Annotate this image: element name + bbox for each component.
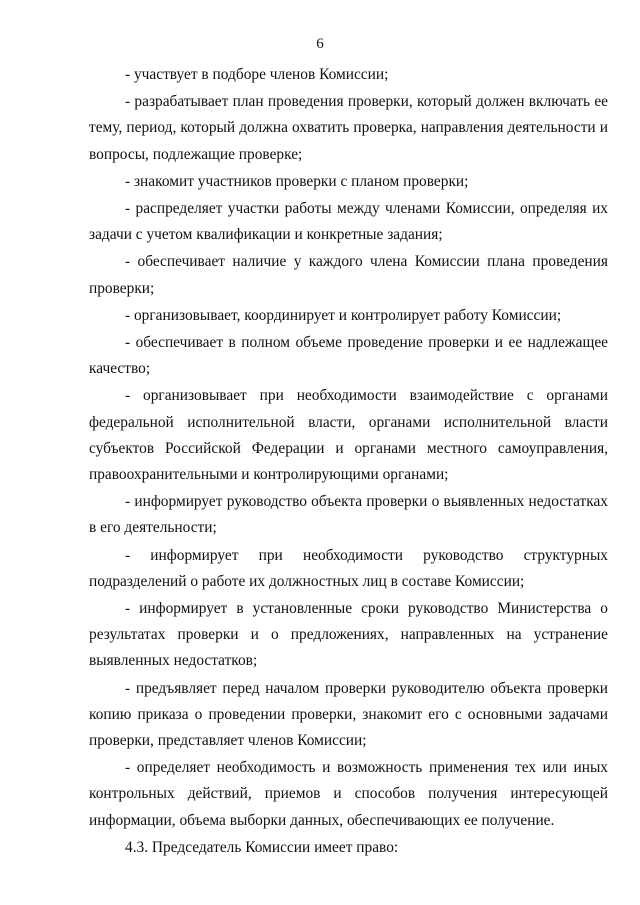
paragraph: - организовывает при необходимости взаимодействие с органами федеральной исполнительной власти, органами исполнительной власти субъектов Российской Федерации и органами местного самоуправления, правоохранительными и контролирующими органами; [89, 387, 608, 484]
page-number: 6 [316, 36, 324, 52]
paragraph: - информирует в установленные сроки руководство Министерства о результатах проверки и о предложениях, направленных на устранение выявленных недостатков; [89, 600, 608, 670]
paragraph: - информирует при необходимости руководство структурных подразделений о работе их должностных лиц в составе Комиссии; [89, 546, 608, 590]
paragraph: - обеспечивает наличие у каждого члена Комиссии плана проведения проверки; [89, 253, 608, 297]
paragraph: - организовывает, координирует и контролирует работу Комиссии; [125, 306, 562, 324]
paragraph: - участвует в подборе членов Комиссии; [125, 66, 389, 83]
paragraph: - распределяет участки работы между членами Комиссии, определяя их задачи с учетом квалификации и конкретные задания; [89, 200, 608, 244]
paragraph: - разрабатывает план проведения проверки, который должен включать ее тему, период, который должна охватить проверка, направления деятельности и вопросы, подлежащие проверке; [89, 93, 608, 163]
paragraph: - предъявляет перед началом проверки руководителю объекта проверки копию приказа о проведении проверки, знакомит его с основными задачами проверки, представляет членов Комиссии; [89, 679, 608, 750]
paragraph: - знакомит участников проверки с планом проверки; [125, 172, 469, 190]
paragraph: - определяет необходимость и возможность применения тех или иных контрольных действий, приемов и способов получения интересующей информации, объема выборки данных, обеспечивающих ее получение. [89, 759, 608, 829]
paragraph: - обеспечивает в полном объеме проведение проверки и ее надлежащее качество; [89, 334, 608, 378]
section-heading: 4.3. Председатель Комиссии имеет право: [125, 838, 399, 856]
document-body [89, 62, 608, 861]
paragraph: - информирует руководство объекта проверки о выявленных недостатках в его деятельности; [89, 493, 608, 537]
